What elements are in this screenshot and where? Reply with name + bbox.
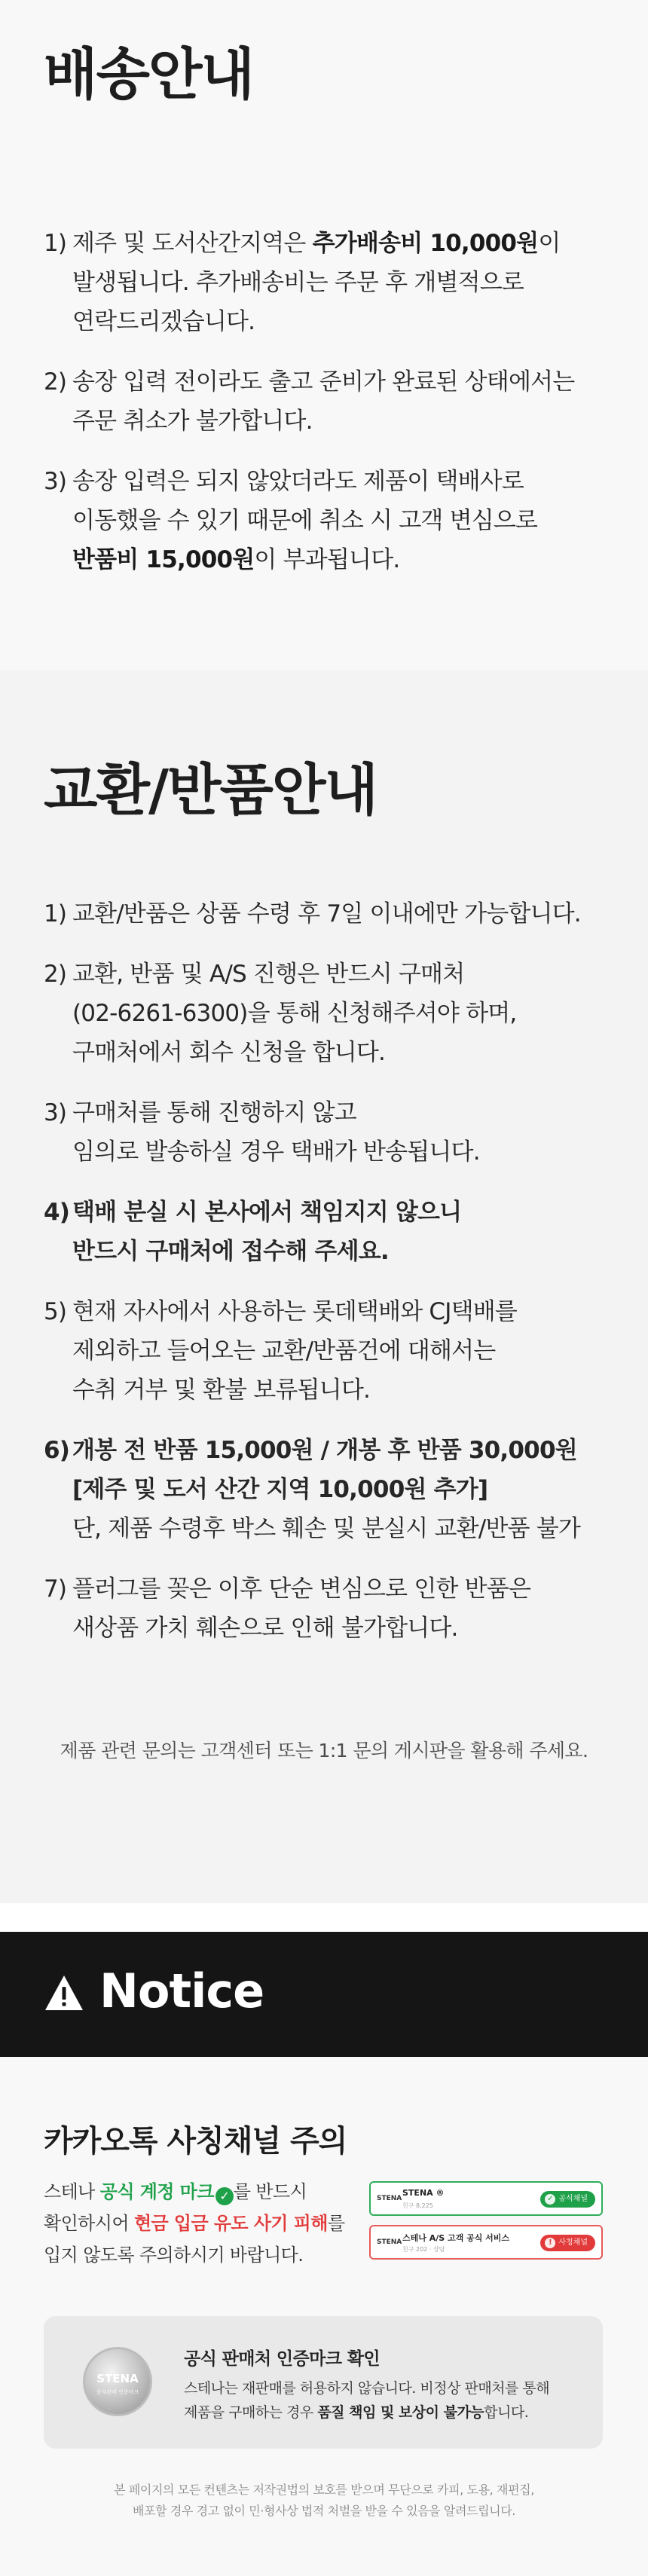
list-item <box>44 462 616 579</box>
channel-subtext: 친구 202 · 상담 <box>402 2246 445 2253</box>
item-line: 구매처에서 회수 신청을 합니다. <box>72 1039 386 1066</box>
official-badge <box>540 2191 595 2208</box>
warning-icon: ! <box>545 2238 555 2248</box>
official-channel-card <box>369 2181 603 2216</box>
text-line <box>44 2176 344 2208</box>
item-line: 플러그를 꽂은 이후 단순 변심으로 인한 반품은 <box>72 1575 531 1603</box>
section-divider <box>0 1903 648 1932</box>
fake-badge <box>540 2235 595 2251</box>
list-item <box>44 1292 616 1410</box>
item-line: 반드시 구매처에 접수해 주세요. <box>72 1238 389 1265</box>
item-text: 이 <box>538 230 561 257</box>
item-number: 7) <box>44 1575 67 1603</box>
item-line: 제외하고 들어오는 교환/반품건에 대해서는 <box>72 1337 496 1364</box>
list-item <box>44 1093 616 1172</box>
list-item <box>44 1569 616 1648</box>
item-number: 1) <box>44 900 67 927</box>
channel-name: STENA ® <box>402 2188 445 2198</box>
item-line: 개봉 전 반품 15,000원 / 개봉 후 반품 30,000원 <box>72 1437 577 1464</box>
official-mark-highlight: 공식 계정 마크 <box>99 2181 214 2202</box>
copyright-line: 배포할 경우 경고 없이 민·형사상 법적 처벌을 받을 수 있음을 알려드립니다. <box>133 2504 515 2518</box>
shipping-section <box>0 0 648 671</box>
check-icon: ✓ <box>545 2194 555 2205</box>
item-line: (02-6261-6300)을 통해 신청해주셔야 하며, <box>72 1000 517 1027</box>
text-span: 제품을 구매하는 경우 <box>184 2404 318 2421</box>
warning-icon <box>44 1974 84 2012</box>
item-line: 새상품 가치 훼손으로 인해 불가합니다. <box>72 1615 458 1642</box>
inquiry-note: 제품 관련 문의는 고객센터 또는 1:1 문의 게시판을 활용해 주세요. <box>60 1740 588 1762</box>
item-line: 발생됩니다. 추가배송비는 주문 후 개별적으로 <box>72 269 524 296</box>
scam-warning-highlight: 현금 입금 유도 사기 피해 <box>133 2213 328 2234</box>
item-line: 주문 취소가 불가합니다. <box>72 408 313 435</box>
list-item <box>44 1431 616 1548</box>
text-span: 를 <box>327 2213 345 2234</box>
exchange-list <box>44 894 616 1648</box>
channel-logo: STENA <box>377 2238 402 2246</box>
item-number: 1) <box>44 230 67 257</box>
item-line: 송장 입력 전이라도 출고 준비가 완료된 상태에서는 <box>72 368 575 396</box>
text-span: 를 반드시 <box>233 2181 307 2202</box>
item-line: [제주 및 도서 산간 지역 10,000원 추가] <box>72 1476 488 1503</box>
seal-subtitle: 공식판매 인증마크 <box>96 2389 139 2395</box>
kakao-warning-title: 카카오톡 사칭채널 주의 <box>44 2124 347 2159</box>
copyright-notice <box>0 2480 648 2522</box>
certification-text <box>184 2376 549 2425</box>
channel-logo: STENA <box>377 2195 402 2202</box>
item-line <box>72 224 616 263</box>
item-line: 교환/반품은 상품 수령 후 7일 이내에만 가능합니다. <box>72 900 581 927</box>
certification-seal-icon <box>83 2347 152 2416</box>
item-line: 현재 자사에서 사용하는 롯데택배와 CJ택배를 <box>72 1298 518 1325</box>
item-line: 이동했을 수 있기 때문에 취소 시 고객 변심으로 <box>72 507 538 534</box>
item-line: 택배 분실 시 본사에서 책임지지 않으니 <box>72 1199 462 1226</box>
notice-header <box>0 1932 648 2057</box>
item-number: 2) <box>44 368 67 396</box>
certification-box <box>44 2316 603 2449</box>
check-badge-icon: ✓ <box>215 2187 234 2205</box>
item-number: 3) <box>44 1099 67 1126</box>
item-line: 단, 제품 수령후 박스 훼손 및 분실시 교환/반품 불가 <box>72 1515 581 1542</box>
list-item <box>44 955 616 1072</box>
item-line: 교환, 반품 및 A/S 진행은 반드시 구매처 <box>72 961 465 988</box>
extra-fee-highlight: 추가배송비 10,000원 <box>312 230 539 257</box>
item-number: 3) <box>44 468 67 495</box>
channel-subtext: 친구 8,225 <box>402 2202 433 2209</box>
item-number: 5) <box>44 1298 67 1325</box>
badge-label: 사칭채널 <box>558 2238 588 2247</box>
text-line: 입지 않도록 주의하시기 바랍니다. <box>44 2244 304 2266</box>
item-line <box>72 540 616 579</box>
text-line: 스테나는 재판매를 허용하지 않습니다. 비정상 판매처를 통해 <box>184 2380 550 2397</box>
item-number: 2) <box>44 961 67 988</box>
no-guarantee-highlight: 품질 책임 및 보상이 불가능 <box>317 2404 484 2421</box>
item-text: 이 부과됩니다. <box>254 546 400 573</box>
exchange-section <box>0 671 648 1903</box>
list-item <box>44 362 616 441</box>
item-line: 임의로 발송하실 경우 택배가 반송됩니다. <box>72 1138 480 1166</box>
badge-label: 공식채널 <box>558 2195 588 2203</box>
text-line <box>184 2400 549 2425</box>
exchange-title: 교환/반품안내 <box>44 758 377 823</box>
item-line: 송장 입력은 되지 않았더라도 제품이 택배사로 <box>72 468 524 495</box>
fake-channel-card <box>369 2225 603 2260</box>
copyright-line: 본 페이지의 모든 컨텐츠는 저작권법의 보호를 받으며 무단으로 카피, 도용, 재편집, <box>114 2483 534 2497</box>
return-fee-highlight: 반품비 15,000원 <box>72 546 255 573</box>
notice-title: Notice <box>99 1963 264 2018</box>
text-span: 합니다. <box>484 2404 529 2421</box>
text-span: 확인하시어 <box>44 2213 134 2234</box>
item-text: 제주 및 도서산간지역은 <box>72 230 313 257</box>
shipping-list <box>44 224 616 579</box>
list-item <box>44 894 616 934</box>
shipping-title: 배송안내 <box>44 42 253 107</box>
item-number: 6) <box>44 1437 70 1464</box>
item-line: 구매처를 통해 진행하지 않고 <box>72 1099 356 1126</box>
list-item <box>44 1193 616 1271</box>
list-item <box>44 224 616 341</box>
kakao-warning-text <box>44 2176 344 2271</box>
text-line <box>44 2208 344 2239</box>
kakao-notice-section <box>0 2057 648 2576</box>
certification-title: 공식 판매처 인증마크 확인 <box>184 2349 381 2369</box>
text-span: 스테나 <box>44 2181 100 2202</box>
seal-title: STENA <box>96 2372 139 2385</box>
item-line: 수취 거부 및 환불 보류됩니다. <box>72 1377 371 1404</box>
item-line: 연락드리겠습니다. <box>72 308 255 335</box>
channel-name: 스테나 A/S 고객 공식 서비스 <box>402 2233 510 2243</box>
item-number: 4) <box>44 1199 70 1226</box>
